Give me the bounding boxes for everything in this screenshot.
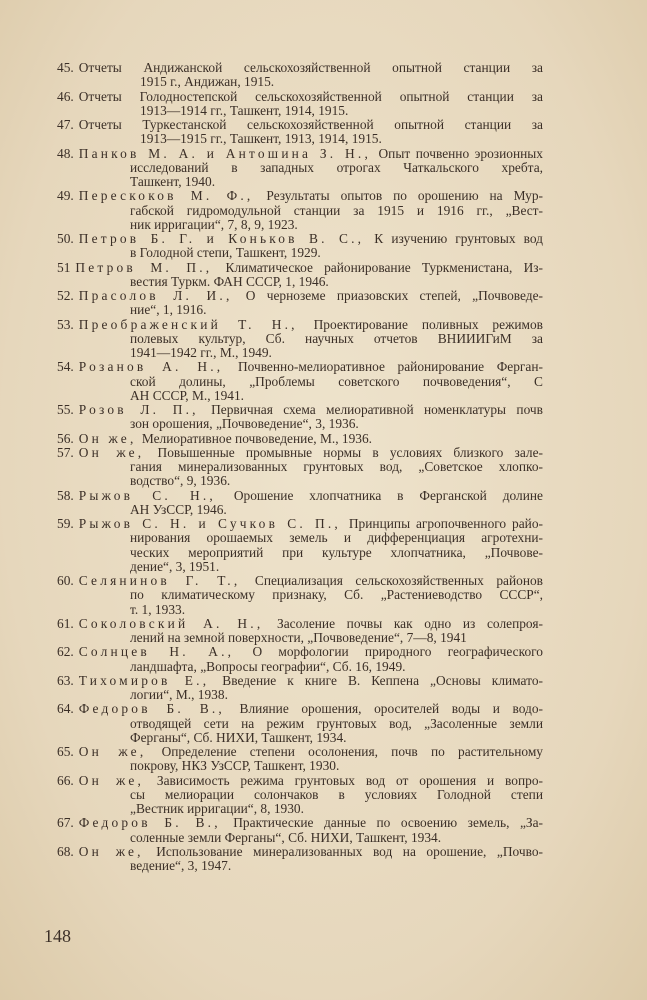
entry-first-text <box>79 318 543 332</box>
entry-number: 67. <box>57 815 74 831</box>
entry-text: Отчеты Голодностепской сельскохозяйственной опытной станции за <box>78 88 543 104</box>
entry-first-text <box>75 261 543 275</box>
bibliography-entry <box>57 90 543 119</box>
entry-author: Перескоков М. Ф., <box>78 188 254 204</box>
bibliography-entry <box>57 617 543 646</box>
entry-first-text <box>79 360 543 374</box>
entry-first-line <box>57 318 543 332</box>
entry-author: Панков М. А. и Антошина З. Н., <box>78 145 372 161</box>
entry-number: 65. <box>57 744 74 759</box>
bibliography-entry <box>57 318 543 361</box>
entry-author: Федоров Б. В., <box>78 815 221 831</box>
entry-continuation-line: исследований в западных отрогах Чаткальского хребта, <box>130 159 543 175</box>
entry-number: 62. <box>57 644 74 660</box>
entry-text: Опыт почвенно эрозионных <box>378 145 543 161</box>
entry-text: Специализация сельскохозяйственных районов <box>254 573 543 588</box>
entry-author: Селянинов Г. Т., <box>78 573 241 588</box>
entry-author: Он же, <box>78 744 147 759</box>
entry-first-line <box>57 816 543 830</box>
entry-first-line <box>57 189 543 203</box>
entry-continuation-line: водство“, 9, 1936. <box>130 473 231 489</box>
entry-first-text <box>79 745 543 759</box>
entry-first-text <box>79 90 543 104</box>
entry-first-text <box>79 118 543 132</box>
entry-continuation-line: дение“, 3, 1951. <box>130 558 220 574</box>
entry-continuation-line: Ферганы“, Сб. НИХИ, Ташкент, 1934. <box>130 729 347 745</box>
bibliography-entry <box>57 845 543 874</box>
entry-number: 66. <box>57 772 74 788</box>
entry-first-text <box>79 702 543 716</box>
entry-text: К изучению грунтовых вод <box>374 231 543 246</box>
entry-first-text <box>79 517 543 531</box>
entry-continuation-line: „Вестник ирригации“, 8, 1930. <box>130 801 304 816</box>
entry-continuation-line: ник ирригации“, 7, 8, 9, 1923. <box>130 216 298 232</box>
entry-continuation-line: отводящей сети на режим грунтовых вод, „Засоленные земли <box>130 715 543 731</box>
entry-first-line <box>57 574 543 588</box>
entry-first-line <box>57 745 543 759</box>
entry-first-text <box>79 816 543 830</box>
entry-number: 64. <box>57 701 74 717</box>
entry-first-text <box>79 61 543 75</box>
entry-continuation-line: 1913—1915 гг., Ташкент, 1913, 1914, 1915. <box>140 131 382 147</box>
bibliography-entry <box>57 261 543 290</box>
entry-first-text <box>79 189 543 203</box>
entry-first-text <box>79 489 543 503</box>
entry-continuation-line: АН СССР, М., 1941. <box>130 387 245 403</box>
entry-text: Принципы агропочвенного райо- <box>348 516 543 531</box>
entry-number: 49. <box>57 188 74 204</box>
entry-continuation-line: ние“, 1, 1916. <box>130 302 207 318</box>
entry-author: Солнцев Н. А., <box>78 644 235 660</box>
entry-continuation-line: Ташкент, 1940. <box>130 174 216 189</box>
entry-text: Практические данные по освоению земель, „За- <box>233 815 543 831</box>
entry-continuation-line: 1915 г., Андижан, 1915. <box>140 74 275 90</box>
bibliography-entry <box>57 360 543 403</box>
bibliography-entry <box>57 147 543 190</box>
entry-text: Почвенно-мелиоративное районирование Ферган- <box>237 359 543 375</box>
entry-continuation-line: сы мелиорации солончаков в условиях Голодной степи <box>130 786 543 802</box>
entry-continuation-line: соленные земли Ферганы“, Сб. НИХИ, Ташкент, 1934. <box>130 829 442 845</box>
bibliography-entry <box>57 816 543 845</box>
entry-first-line <box>57 645 543 659</box>
entry-author: Петров М. П., <box>75 259 213 275</box>
entry-first-line <box>57 702 543 716</box>
entry-text: Мелиоративное почвоведение, М., 1936. <box>141 430 373 446</box>
entry-number: 55. <box>57 402 74 417</box>
entry-author: Федоров Б. В., <box>78 701 225 717</box>
entry-continuation-line: гания минерализованных грунтовых вод, „Советское хлопко- <box>130 459 543 474</box>
entry-continuation-line: 1913—1914 гг., Ташкент, 1914, 1915. <box>140 102 349 118</box>
entry-first-text <box>79 232 543 246</box>
entry-continuation-line: логии“, М., 1938. <box>130 687 228 702</box>
entry-author: Прасолов Л. И., <box>78 288 233 303</box>
entry-first-line <box>57 90 543 104</box>
entry-first-text <box>79 403 543 417</box>
entry-first-line <box>57 845 543 859</box>
entry-first-text <box>79 574 543 588</box>
entry-author: Он же, <box>78 430 137 446</box>
entry-first-line <box>57 360 543 374</box>
entry-number: 47. <box>57 117 74 132</box>
entry-number: 52. <box>57 288 74 303</box>
entry-first-text <box>79 774 543 788</box>
entry-text: Использование минерализованных вод на орошение, „Почво- <box>156 843 543 859</box>
entry-author: Он же, <box>78 444 145 460</box>
entry-first-line <box>57 61 543 75</box>
entry-first-text <box>79 289 543 303</box>
entry-first-line <box>57 289 543 303</box>
bibliography-entry <box>57 517 543 574</box>
entry-continuation-line: покрову, НКЗ УзССР, Ташкент, 1930. <box>130 758 340 774</box>
entry-number: 51 <box>57 259 71 275</box>
bibliography-entry <box>57 403 543 432</box>
bibliography-entry <box>57 432 543 446</box>
entry-author: Розов Л. П., <box>78 402 199 417</box>
entry-continuation-line: ландшафта, „Вопросы географии“, Сб. 16, 1949. <box>130 658 406 674</box>
entry-text: Проектирование поливных режимов <box>313 316 543 332</box>
bibliography-entry <box>57 446 543 489</box>
bibliography-entry <box>57 189 543 232</box>
entry-text: Зависимость режима грунтовых вод от орошения и вопро- <box>156 772 543 788</box>
bibliography-entry <box>57 702 543 745</box>
entry-first-line <box>57 446 543 460</box>
entry-text: Отчеты Андижанской сельскохозяйственной опытной станции за <box>78 60 543 75</box>
entry-first-line <box>57 774 543 788</box>
entry-author: Рыжов С. Н., <box>78 487 216 503</box>
entry-first-line <box>57 432 543 446</box>
entry-first-text <box>79 845 543 859</box>
entry-first-line <box>57 147 543 161</box>
entry-continuation-line: ведение“, 3, 1947. <box>130 858 232 873</box>
bibliography-entry <box>57 574 543 617</box>
entry-number: 45. <box>57 60 74 75</box>
entry-first-text <box>79 645 543 659</box>
entry-continuation-line: вестия Туркм. ФАН СССР, 1, 1946. <box>130 273 329 289</box>
entry-first-line <box>57 674 543 688</box>
entry-text: Засоление почвы как одно из солепроя- <box>277 615 543 631</box>
entry-continuation-line: зон орошения, „Почвоведение“, 3, 1936. <box>130 416 359 432</box>
entry-first-text <box>79 147 543 161</box>
entry-continuation-line: нирования орошаемых земель и дифференциация агротехни- <box>130 530 543 546</box>
entry-first-line <box>57 517 543 531</box>
entry-continuation-line: по климатическому признаку, Сб. „Растениеводство СССР“, <box>130 587 543 603</box>
entry-first-line <box>57 403 543 417</box>
entry-first-text <box>79 617 543 631</box>
bibliography-entry <box>57 774 543 817</box>
bibliography-entry <box>57 289 543 318</box>
entry-author: Он же, <box>78 772 145 788</box>
entry-text: О морфологии природного географического <box>252 644 543 660</box>
entry-number: 48. <box>57 145 74 161</box>
page-number: 148 <box>44 926 71 946</box>
entry-continuation-line: АН УзССР, 1946. <box>130 501 227 517</box>
entry-number: 63. <box>57 672 74 688</box>
entry-number: 59. <box>57 516 74 531</box>
entry-author: Петров Б. Г. и Коньков В. С., <box>78 231 365 246</box>
bibliography-entry <box>57 674 543 703</box>
bibliography-entry <box>57 489 543 518</box>
entry-first-line <box>57 489 543 503</box>
entry-first-text <box>79 446 543 460</box>
entry-author: Рыжов С. Н. и Сучков С. П., <box>78 516 341 531</box>
entry-author: Он же, <box>78 843 144 859</box>
entry-text: Введение к книге В. Кеппена „Основы климато- <box>222 672 543 688</box>
entry-number: 58. <box>57 487 74 503</box>
entry-author: Соколовский А. Н., <box>78 615 264 631</box>
entry-continuation-line: в Голодной степи, Ташкент, 1929. <box>130 245 321 261</box>
entry-author: Тихомиров Е., <box>78 672 210 688</box>
entry-number: 53. <box>57 316 74 332</box>
entry-author: Преображенский Т. Н., <box>78 316 298 332</box>
entry-number: 50. <box>57 231 74 246</box>
entry-first-line <box>57 232 543 246</box>
entry-continuation-line: габской гидромодульной станции за 1915 и 1916 гг., „Вест- <box>130 202 543 218</box>
entry-text: Климатическое районирование Туркменистана, Из- <box>225 259 543 275</box>
entry-number: 57. <box>57 444 74 460</box>
entry-continuation-line: полевых культур, Сб. научных отчетов ВНИИИГиМ за <box>130 330 543 346</box>
bibliography-entry <box>57 118 543 147</box>
entry-number: 61. <box>57 615 74 631</box>
entry-first-line <box>57 118 543 132</box>
entry-text: О черноземе приазовских степей, „Почвоведе- <box>245 288 544 303</box>
entry-number: 56. <box>57 430 74 446</box>
entry-number: 46. <box>57 88 74 104</box>
entry-text: Определение степени осолонения, почв по растительному <box>161 744 543 759</box>
entry-first-line <box>57 261 543 275</box>
entry-text: Повышенные промывные нормы в условиях близкого зале- <box>157 444 543 460</box>
entry-text: Влияние орошения, оросителей воды и водо- <box>239 701 543 717</box>
bibliography-entry <box>57 645 543 674</box>
entry-continuation-line: т. 1, 1933. <box>130 601 186 617</box>
entry-text: Орошение хлопчатника в Ферганской долине <box>233 487 543 503</box>
entry-number: 68. <box>57 843 74 859</box>
entry-number: 60. <box>57 573 74 588</box>
entry-text: Первичная схема мелиоративной номенклатуры почв <box>211 402 543 417</box>
entry-text: Отчеты Туркестанской сельскохозяйственной опытной станции за <box>78 117 543 132</box>
bibliography-list <box>57 61 543 873</box>
entry-author: Розанов А. Н., <box>78 359 224 375</box>
entry-first-text <box>79 674 543 688</box>
bibliography-entry <box>57 232 543 261</box>
bibliography-entry <box>57 61 543 90</box>
entry-first-text <box>79 432 543 446</box>
entry-first-line <box>57 617 543 631</box>
entry-continuation-line: ческих мероприятий при культуре хлопчатника, „Почвове- <box>130 544 543 560</box>
bibliography-entry <box>57 745 543 774</box>
entry-continuation-line: лений на земной поверхности, „Почвоведение“, 7—8, 1941 <box>130 630 467 645</box>
entry-continuation-line: ской долины, „Проблемы советского почвоведения“, С <box>130 373 543 389</box>
entry-number: 54. <box>57 359 74 375</box>
entry-text: Результаты опытов по орошению на Мур- <box>266 188 543 204</box>
entry-continuation-line: 1941—1942 гг., М., 1949. <box>130 345 272 360</box>
